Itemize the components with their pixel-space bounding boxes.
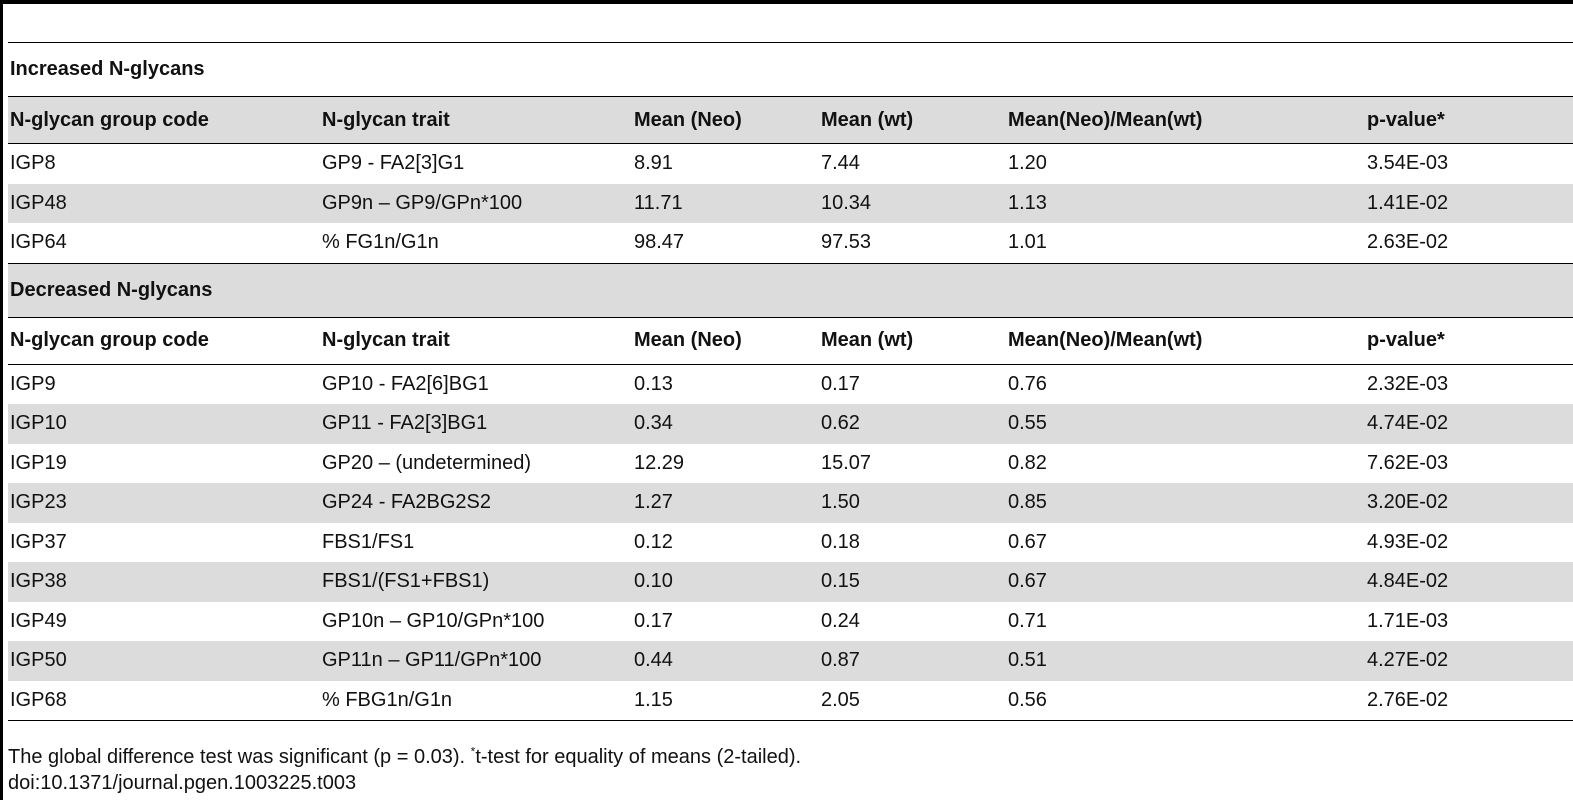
header-group-code: N-glycan group code xyxy=(8,317,320,364)
cell-p-value: 4.93E-02 xyxy=(1365,523,1573,563)
cell-mean-neo: 0.13 xyxy=(632,364,819,404)
cell-mean-wt: 0.18 xyxy=(819,523,1006,563)
cell-ratio: 0.76 xyxy=(1006,364,1365,404)
cell-p-value: 7.62E-03 xyxy=(1365,444,1573,484)
table-row xyxy=(8,681,1573,721)
cell-p-value: 2.63E-02 xyxy=(1365,223,1573,263)
cell-mean-wt: 7.44 xyxy=(819,144,1006,184)
cell-ratio: 0.51 xyxy=(1006,641,1365,681)
doi-line: doi:10.1371/journal.pgen.1003225.t003 xyxy=(8,772,357,794)
cell-p-value: 3.20E-02 xyxy=(1365,483,1573,523)
table-footnote xyxy=(8,744,801,796)
cell-group-code: IGP23 xyxy=(8,483,320,523)
cell-ratio: 0.85 xyxy=(1006,483,1365,523)
cell-ratio: 0.55 xyxy=(1006,404,1365,444)
section-title-row xyxy=(8,43,1573,97)
cell-ratio: 0.67 xyxy=(1006,562,1365,602)
cell-group-code: IGP38 xyxy=(8,562,320,602)
cell-mean-neo: 0.12 xyxy=(632,523,819,563)
cell-mean-neo: 0.44 xyxy=(632,641,819,681)
header-mean-neo: Mean (Neo) xyxy=(632,97,819,144)
section-title: Decreased N-glycans xyxy=(8,263,1573,317)
table-container xyxy=(8,42,1573,721)
table-row xyxy=(8,144,1573,184)
cell-mean-wt: 1.50 xyxy=(819,483,1006,523)
left-rule xyxy=(0,0,3,800)
cell-trait: FBS1/(FS1+FBS1) xyxy=(320,562,632,602)
cell-group-code: IGP19 xyxy=(8,444,320,484)
cell-trait: GP11n – GP11/GPn*100 xyxy=(320,641,632,681)
table-row xyxy=(8,602,1573,642)
header-p-value: p-value* xyxy=(1365,317,1573,364)
cell-p-value: 4.84E-02 xyxy=(1365,562,1573,602)
header-ratio: Mean(Neo)/Mean(wt) xyxy=(1006,97,1365,144)
header-mean-neo: Mean (Neo) xyxy=(632,317,819,364)
cell-trait: FBS1/FS1 xyxy=(320,523,632,563)
cell-trait: GP20 – (undetermined) xyxy=(320,444,632,484)
cell-group-code: IGP64 xyxy=(8,223,320,263)
cell-mean-wt: 10.34 xyxy=(819,184,1006,224)
footnote-line-1 xyxy=(8,744,801,770)
cell-trait: GP9 - FA2[3]G1 xyxy=(320,144,632,184)
cell-mean-neo: 0.34 xyxy=(632,404,819,444)
cell-ratio: 0.82 xyxy=(1006,444,1365,484)
cell-p-value: 4.74E-02 xyxy=(1365,404,1573,444)
footnote-asterisk: * xyxy=(470,744,476,759)
cell-p-value: 2.32E-03 xyxy=(1365,364,1573,404)
cell-group-code: IGP37 xyxy=(8,523,320,563)
cell-trait: % FBG1n/G1n xyxy=(320,681,632,721)
cell-trait: GP9n – GP9/GPn*100 xyxy=(320,184,632,224)
cell-mean-neo: 98.47 xyxy=(632,223,819,263)
header-ratio: Mean(Neo)/Mean(wt) xyxy=(1006,317,1365,364)
cell-mean-wt: 2.05 xyxy=(819,681,1006,721)
table-row xyxy=(8,523,1573,563)
table-row xyxy=(8,641,1573,681)
cell-mean-neo: 1.27 xyxy=(632,483,819,523)
section-title: Increased N-glycans xyxy=(8,43,1573,97)
cell-group-code: IGP50 xyxy=(8,641,320,681)
section-title-row xyxy=(8,263,1573,317)
header-p-value: p-value* xyxy=(1365,97,1573,144)
top-rule xyxy=(0,0,1573,4)
cell-mean-neo: 1.15 xyxy=(632,681,819,721)
cell-p-value: 1.71E-03 xyxy=(1365,602,1573,642)
footnote-ttest: t-test for equality of means (2-tailed). xyxy=(475,746,802,768)
column-header-row xyxy=(8,317,1573,364)
cell-ratio: 0.67 xyxy=(1006,523,1365,563)
cell-trait: GP11 - FA2[3]BG1 xyxy=(320,404,632,444)
cell-mean-wt: 0.87 xyxy=(819,641,1006,681)
header-mean-wt: Mean (wt) xyxy=(819,317,1006,364)
cell-mean-neo: 11.71 xyxy=(632,184,819,224)
cell-group-code: IGP48 xyxy=(8,184,320,224)
cell-group-code: IGP9 xyxy=(8,364,320,404)
header-mean-wt: Mean (wt) xyxy=(819,97,1006,144)
cell-ratio: 1.20 xyxy=(1006,144,1365,184)
table-row xyxy=(8,184,1573,224)
cell-p-value: 1.41E-02 xyxy=(1365,184,1573,224)
table-row xyxy=(8,562,1573,602)
table-row xyxy=(8,223,1573,263)
cell-group-code: IGP10 xyxy=(8,404,320,444)
cell-mean-neo: 12.29 xyxy=(632,444,819,484)
cell-ratio: 0.56 xyxy=(1006,681,1365,721)
cell-mean-wt: 0.15 xyxy=(819,562,1006,602)
cell-p-value: 3.54E-03 xyxy=(1365,144,1573,184)
cell-trait: GP10 - FA2[6]BG1 xyxy=(320,364,632,404)
column-header-row xyxy=(8,97,1573,144)
cell-mean-wt: 0.62 xyxy=(819,404,1006,444)
cell-group-code: IGP49 xyxy=(8,602,320,642)
cell-group-code: IGP8 xyxy=(8,144,320,184)
table-row xyxy=(8,404,1573,444)
cell-mean-wt: 0.17 xyxy=(819,364,1006,404)
cell-group-code: IGP68 xyxy=(8,681,320,721)
cell-ratio: 1.13 xyxy=(1006,184,1365,224)
data-table xyxy=(8,42,1573,721)
cell-mean-wt: 97.53 xyxy=(819,223,1006,263)
footnote-text: The global difference test was significant (p = 0.03). xyxy=(8,746,471,768)
cell-ratio: 1.01 xyxy=(1006,223,1365,263)
cell-trait: GP24 - FA2BG2S2 xyxy=(320,483,632,523)
cell-mean-neo: 0.10 xyxy=(632,562,819,602)
cell-mean-wt: 0.24 xyxy=(819,602,1006,642)
cell-ratio: 0.71 xyxy=(1006,602,1365,642)
cell-mean-neo: 0.17 xyxy=(632,602,819,642)
table-row xyxy=(8,364,1573,404)
cell-p-value: 2.76E-02 xyxy=(1365,681,1573,721)
cell-mean-wt: 15.07 xyxy=(819,444,1006,484)
cell-p-value: 4.27E-02 xyxy=(1365,641,1573,681)
table-row xyxy=(8,444,1573,484)
header-trait: N-glycan trait xyxy=(320,97,632,144)
cell-trait: GP10n – GP10/GPn*100 xyxy=(320,602,632,642)
cell-trait: % FG1n/G1n xyxy=(320,223,632,263)
header-group-code: N-glycan group code xyxy=(8,97,320,144)
header-trait: N-glycan trait xyxy=(320,317,632,364)
cell-mean-neo: 8.91 xyxy=(632,144,819,184)
table-row xyxy=(8,483,1573,523)
